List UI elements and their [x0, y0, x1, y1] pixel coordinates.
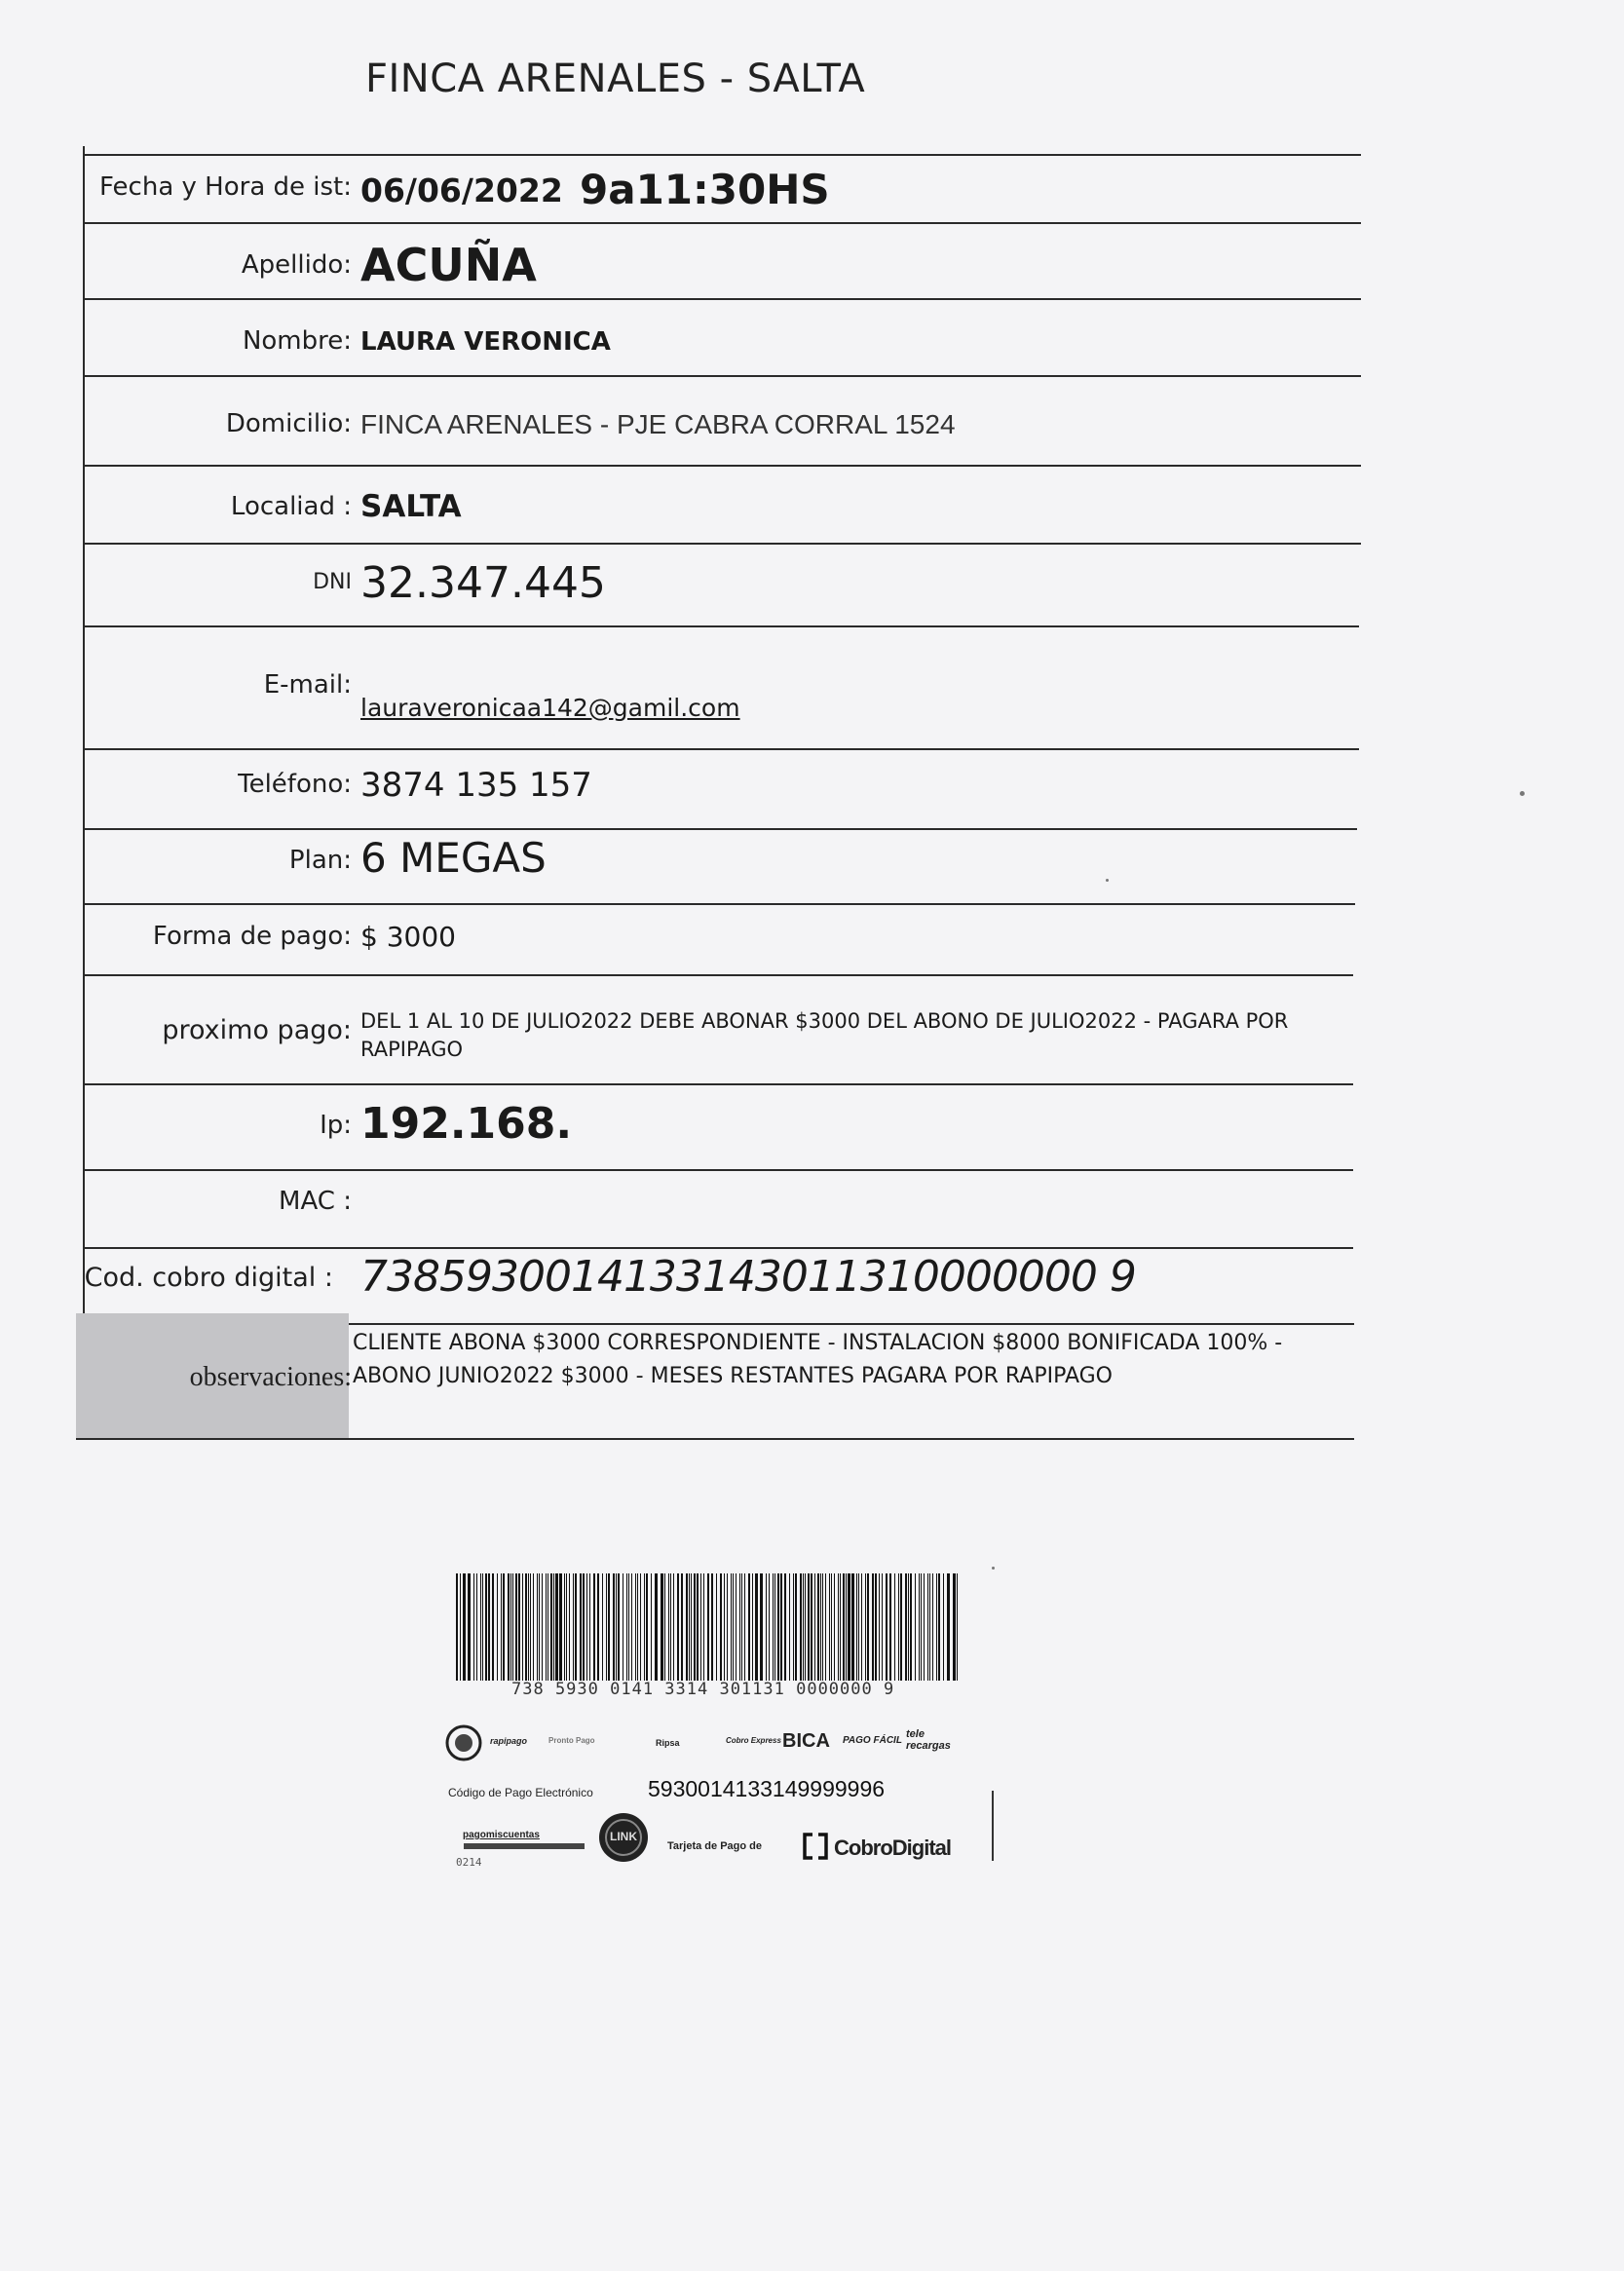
barcode-bar — [838, 1573, 839, 1681]
barcode-bar — [760, 1573, 763, 1681]
row-divider — [83, 222, 1361, 224]
barcode-bar — [456, 1573, 458, 1681]
barcode-bar — [716, 1573, 717, 1681]
barcode-bar — [727, 1573, 728, 1681]
observaciones-value: CLIENTE ABONA $3000 CORRESPONDIENTE - INSTALACION $8000 BONIFICADA 100% - ABONO JUNIO2022 $3000 - MESES RESTANTES PAGARA POR RAPIPAGO — [353, 1331, 1283, 1388]
barcode-bar — [668, 1573, 669, 1681]
barcode-bar — [814, 1573, 815, 1681]
barcode-bar — [846, 1573, 847, 1681]
pagomiscuentas-logo: pagomiscuentas — [463, 1830, 540, 1840]
barcode-bar — [808, 1573, 810, 1681]
nombre-value: LAURA VERONICA — [360, 327, 611, 357]
barcode-bar — [905, 1573, 907, 1681]
row-divider — [83, 974, 1353, 976]
barcode-bar — [628, 1573, 629, 1681]
domicilio-label: Domicilio: — [225, 409, 352, 438]
page-title: FINCA ARENALES - SALTA — [365, 57, 866, 101]
logo-bica: BICA — [782, 1730, 830, 1752]
barcode-bar — [564, 1573, 565, 1681]
barcode-bar — [497, 1573, 498, 1681]
barcode-bar — [789, 1573, 790, 1681]
barcode-bar — [473, 1573, 474, 1681]
barcode-bar — [528, 1573, 529, 1681]
row-divider — [83, 1083, 1353, 1085]
pago-electronico-label: Código de Pago Electrónico — [448, 1786, 593, 1799]
barcode-bar — [938, 1573, 940, 1681]
barcode-bar — [602, 1573, 603, 1681]
telefono-value: 3874 135 157 — [360, 766, 592, 805]
barcode-bar — [559, 1573, 562, 1681]
barcode-bar — [861, 1573, 862, 1681]
logo-prontopago: Pronto Pago — [548, 1736, 595, 1745]
logo-ripsa: Ripsa — [656, 1738, 680, 1748]
barcode-bar — [694, 1573, 696, 1681]
barcode-bar — [661, 1573, 663, 1681]
barcode-bar — [460, 1573, 461, 1681]
table-left-border — [83, 146, 85, 1437]
barcode-bar — [631, 1573, 632, 1681]
dni-label: DNI — [313, 570, 352, 594]
barcode-bar — [741, 1573, 742, 1681]
logo-cobroexpress: Cobro Express — [726, 1736, 781, 1745]
barcode-bar — [908, 1573, 909, 1681]
barcode-bar — [943, 1573, 944, 1681]
barcode-bar — [752, 1573, 753, 1681]
barcode-bar — [503, 1573, 505, 1681]
barcode-bar — [843, 1573, 845, 1681]
small-code: 0214 — [456, 1856, 482, 1869]
barcode-bar — [597, 1573, 599, 1681]
logo-pagofacil: PAGO FÁCIL — [843, 1735, 902, 1746]
barcode-bar — [546, 1573, 547, 1681]
rapipago-seal-icon — [445, 1724, 482, 1761]
row-divider — [83, 903, 1355, 905]
barcode-bar — [635, 1573, 636, 1681]
barcode-bar — [744, 1573, 745, 1681]
row-divider — [83, 828, 1357, 830]
barcode-bar — [919, 1573, 920, 1681]
row-divider — [83, 543, 1361, 545]
row-divider — [83, 1247, 1353, 1249]
barcode-bar — [482, 1573, 483, 1681]
localidad-label: Localiad : — [230, 492, 352, 521]
barcode-bar — [848, 1573, 850, 1681]
barcode-bar — [703, 1573, 704, 1681]
nombre-label: Nombre: — [242, 326, 352, 356]
ip-value: 192.168. — [360, 1099, 573, 1149]
barcode-bar — [947, 1573, 950, 1681]
barcode-bar — [932, 1573, 933, 1681]
barcode-bar — [640, 1573, 641, 1681]
barcode-bar — [805, 1573, 806, 1681]
apellido-value: ACUÑA — [360, 239, 537, 291]
scan-speck — [1520, 791, 1525, 796]
barcode-bar — [825, 1573, 826, 1681]
cod-cobro-label: Cod. cobro digital : — [84, 1263, 333, 1293]
barcode-bar — [910, 1573, 912, 1681]
barcode-bar — [811, 1573, 812, 1681]
barcode-bar — [525, 1573, 527, 1681]
barcode-bar — [929, 1573, 930, 1681]
barcode-bar — [488, 1573, 490, 1681]
barcode-bar — [508, 1573, 510, 1681]
barcode-bar — [510, 1573, 511, 1681]
barcode-bar — [608, 1573, 610, 1681]
fecha-value: 06/06/2022 — [360, 171, 563, 209]
barcode-bar — [539, 1573, 540, 1681]
barcode-bar — [769, 1573, 770, 1681]
barcode-bar — [593, 1573, 595, 1681]
barcode-bar — [618, 1573, 620, 1681]
barcode-bar — [724, 1573, 725, 1681]
barcode-bar — [616, 1573, 617, 1681]
proximo-pago-label: proximo pago: — [162, 1015, 352, 1045]
cobrodigital-logo: CobroDigital — [834, 1836, 951, 1860]
barcode-bar — [856, 1573, 857, 1681]
row-divider — [76, 1438, 1354, 1440]
fecha-label: Fecha y Hora de ist: — [99, 172, 352, 202]
scan-speck — [992, 1567, 995, 1570]
barcode-bar — [580, 1573, 582, 1681]
barcode-bar — [820, 1573, 821, 1681]
row-divider — [83, 1169, 1353, 1171]
proximo-pago-value: DEL 1 AL 10 DE JULIO2022 DEBE ABONAR $3000 DEL ABONO DE JULIO2022 - PAGARA POR RAPIPAGO — [360, 1009, 1289, 1061]
row-divider — [83, 465, 1361, 467]
observaciones-label: observaciones: — [189, 1362, 352, 1392]
barcode-bar — [573, 1573, 574, 1681]
scan-speck — [1106, 879, 1109, 882]
cobrodigital-bracket-icon — [801, 1832, 830, 1861]
barcode-bar — [924, 1573, 925, 1681]
plan-label: Plan: — [288, 846, 352, 875]
ip-label: Ip: — [320, 1111, 352, 1140]
barcode-bar — [927, 1573, 928, 1681]
barcode-bar — [886, 1573, 888, 1681]
barcode-bar — [522, 1573, 523, 1681]
barcode-bar — [858, 1573, 859, 1681]
barcode-bar — [953, 1573, 956, 1681]
barcode-bar — [831, 1573, 832, 1681]
barcode-bar — [555, 1573, 558, 1681]
barcode-bar — [840, 1573, 841, 1681]
barcode-bar — [537, 1573, 538, 1681]
barcode-bar — [644, 1573, 645, 1681]
link-label: LINK — [610, 1830, 637, 1843]
pago-electronico-code: 5930014133149999996 — [648, 1776, 886, 1801]
barcode-bar — [865, 1573, 866, 1681]
barcode-bar — [748, 1573, 750, 1681]
barcode-bar — [793, 1573, 794, 1681]
row-divider — [83, 375, 1361, 377]
domicilio-value: FINCA ARENALES - PJE CABRA CORRAL 1524 — [360, 409, 956, 439]
barcode-bar — [879, 1573, 880, 1681]
barcode-bar — [774, 1573, 775, 1681]
barcode-bar — [655, 1573, 658, 1681]
barcode-bar — [697, 1573, 699, 1681]
barcode-bar — [673, 1573, 674, 1681]
barcode-bar — [957, 1573, 958, 1681]
barcode-bar — [882, 1573, 883, 1681]
dni-value: 32.347.445 — [360, 558, 606, 608]
barcode-bar — [803, 1573, 804, 1681]
barcode-bar — [606, 1573, 607, 1681]
barcode-bar — [476, 1573, 477, 1681]
email-value[interactable]: lauraveronicaa142@gamil.com — [360, 694, 740, 722]
barcode-bar — [586, 1573, 587, 1681]
barcode-bar — [851, 1573, 854, 1681]
barcode-bar — [533, 1573, 534, 1681]
barcode-bar — [711, 1573, 713, 1681]
barcode-bar — [894, 1573, 895, 1681]
logo-rapipago: rapipago — [490, 1736, 528, 1746]
row-divider — [83, 625, 1359, 627]
barcode-bar — [515, 1573, 517, 1681]
barcode — [456, 1573, 963, 1681]
barcode-bar — [468, 1573, 471, 1681]
barcode-bar — [518, 1573, 520, 1681]
pagomiscuentas-bar — [464, 1843, 585, 1849]
barcode-bar — [542, 1573, 543, 1681]
barcode-bar — [553, 1573, 554, 1681]
barcode-bar — [766, 1573, 767, 1681]
barcode-bar — [829, 1573, 830, 1681]
barcode-bar — [900, 1573, 902, 1681]
barcode-bar — [569, 1573, 570, 1681]
barcode-bar — [530, 1573, 531, 1681]
mac-label: MAC : — [279, 1187, 352, 1216]
barcode-bar — [691, 1573, 692, 1681]
slip-edge-mark — [992, 1791, 994, 1861]
plan-value: 6 MEGAS — [360, 834, 547, 882]
barcode-bar — [492, 1573, 494, 1681]
barcode-bar — [485, 1573, 487, 1681]
barcode-bar — [800, 1573, 802, 1681]
barcode-bar — [583, 1573, 585, 1681]
payment-logos — [443, 1724, 989, 1763]
barcode-digits: 738 5930 0141 3314 301131 0000000 9 — [511, 1680, 895, 1699]
barcode-bar — [872, 1573, 874, 1681]
barcode-bar — [834, 1573, 835, 1681]
barcode-bar — [777, 1573, 779, 1681]
apellido-label: Apellido: — [241, 250, 352, 280]
barcode-bar — [867, 1573, 869, 1681]
barcode-bar — [700, 1573, 701, 1681]
barcode-bar — [739, 1573, 740, 1681]
barcode-bar — [773, 1573, 774, 1681]
barcode-bar — [480, 1573, 481, 1681]
barcode-bar — [613, 1573, 615, 1681]
barcode-bar — [915, 1573, 916, 1681]
barcode-bar — [550, 1573, 552, 1681]
logo-telerecargas: tele recargas — [906, 1728, 951, 1752]
barcode-bar — [664, 1573, 665, 1681]
barcode-bar — [670, 1573, 671, 1681]
barcode-bar — [566, 1573, 567, 1681]
barcode-bar — [463, 1573, 466, 1681]
barcode-bar — [822, 1573, 823, 1681]
barcode-bar — [681, 1573, 683, 1681]
barcode-bar — [589, 1573, 590, 1681]
barcode-bar — [936, 1573, 937, 1681]
row-divider — [83, 748, 1359, 750]
barcode-bar — [780, 1573, 782, 1681]
barcode-bar — [731, 1573, 732, 1681]
barcode-bar — [795, 1573, 797, 1681]
barcode-bar — [646, 1573, 648, 1681]
barcode-bar — [898, 1573, 899, 1681]
barcode-bar — [921, 1573, 922, 1681]
barcode-bar — [817, 1573, 819, 1681]
barcode-bar — [501, 1573, 502, 1681]
barcode-bar — [720, 1573, 722, 1681]
barcode-bar — [677, 1573, 679, 1681]
tarjeta-label: Tarjeta de Pago de — [667, 1840, 762, 1852]
cod-cobro-value: 7385930014133143011310000000 9 — [360, 1252, 1136, 1302]
barcode-bar — [651, 1573, 652, 1681]
forma-pago-value: $ 3000 — [360, 921, 456, 953]
barcode-bar — [689, 1573, 690, 1681]
forma-pago-label: Forma de pago: — [152, 922, 352, 951]
email-label: E-mail: — [263, 670, 352, 700]
localidad-value: SALTA — [360, 489, 462, 524]
barcode-bar — [875, 1573, 877, 1681]
barcode-bar — [637, 1573, 638, 1681]
telefono-label: Teléfono: — [238, 770, 352, 799]
barcode-bar — [889, 1573, 891, 1681]
barcode-bar — [733, 1573, 734, 1681]
barcode-bar — [626, 1573, 627, 1681]
barcode-bar — [686, 1573, 688, 1681]
barcode-bar — [575, 1573, 577, 1681]
hora-value: 9a11:30HS — [580, 166, 830, 213]
row-divider — [83, 298, 1361, 300]
barcode-bar — [784, 1573, 786, 1681]
barcode-bar — [512, 1573, 513, 1681]
row-divider — [83, 154, 1361, 156]
barcode-bar — [755, 1573, 758, 1681]
barcode-bar — [707, 1573, 709, 1681]
